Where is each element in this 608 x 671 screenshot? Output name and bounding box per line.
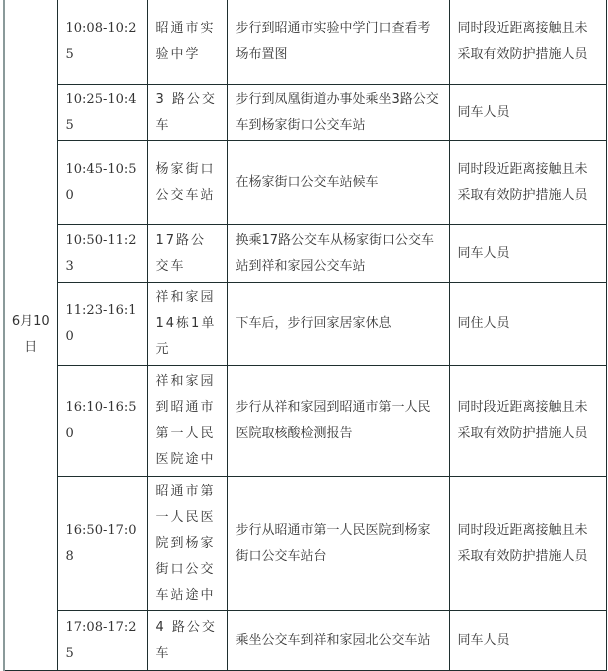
time-cell: 11:23-16:10 xyxy=(57,283,147,366)
category-cell: 同车人员 xyxy=(449,611,606,671)
time-cell: 10:08-10:25 xyxy=(57,0,147,85)
time-cell: 10:50-11:23 xyxy=(57,225,147,283)
activity-cell: 在杨家街口公交车站候车 xyxy=(227,141,449,225)
table-row xyxy=(4,225,606,283)
category-cell: 同时段近距离接触且未采取有效防护措施人员 xyxy=(449,477,606,611)
activity-cell: 换乘17路公交车从杨家街口公交车站到祥和家园公交车站 xyxy=(227,225,449,283)
table-row xyxy=(4,85,606,141)
itinerary-table xyxy=(3,0,607,671)
place-cell: 杨家街口公交车站 xyxy=(147,141,227,225)
activity-cell: 乘坐公交车到祥和家园北公交车站 xyxy=(227,611,449,671)
activity-cell: 下车后，步行回家居家休息 xyxy=(227,283,449,366)
category-cell: 同时段近距离接触且未采取有效防护措施人员 xyxy=(449,0,606,85)
place-cell: 昭通市第一人民医院到杨家街口公交车站途中 xyxy=(147,477,227,611)
activity-cell: 步行到凤凰街道办事处乘坐3路公交车到杨家街口公交车站 xyxy=(227,85,449,141)
time-cell: 10:45-10:50 xyxy=(57,141,147,225)
table-row xyxy=(4,0,606,85)
place-cell: 祥和家园到昭通市第一人民医院途中 xyxy=(147,366,227,477)
table-row xyxy=(4,141,606,225)
time-cell: 16:50-17:08 xyxy=(57,477,147,611)
category-cell: 同车人员 xyxy=(449,85,606,141)
activity-cell: 步行从昭通市第一人民医院到杨家街口公交车站台 xyxy=(227,477,449,611)
category-cell: 同车人员 xyxy=(449,225,606,283)
place-cell: 祥和家园14栋1单元 xyxy=(147,283,227,366)
date-cell: 6月10日 xyxy=(4,0,57,671)
place-cell: 17路公交车 xyxy=(147,225,227,283)
activity-cell: 步行从祥和家园到昭通市第一人民医院取核酸检测报告 xyxy=(227,366,449,477)
activity-cell: 步行到昭通市实验中学门口查看考场布置图 xyxy=(227,0,449,85)
table-row xyxy=(4,611,606,671)
place-cell: 昭通市实验中学 xyxy=(147,0,227,85)
category-cell: 同时段近距离接触且未采取有效防护措施人员 xyxy=(449,141,606,225)
time-cell: 16:10-16:50 xyxy=(57,366,147,477)
category-cell: 同住人员 xyxy=(449,283,606,366)
place-cell: 3 路公交车 xyxy=(147,85,227,141)
table-row xyxy=(4,283,606,366)
table-row xyxy=(4,366,606,477)
place-cell: 4 路公交车 xyxy=(147,611,227,671)
table-row xyxy=(4,477,606,611)
category-cell: 同时段近距离接触且未采取有效防护措施人员 xyxy=(449,366,606,477)
time-cell: 17:08-17:25 xyxy=(57,611,147,671)
time-cell: 10:25-10:45 xyxy=(57,85,147,141)
